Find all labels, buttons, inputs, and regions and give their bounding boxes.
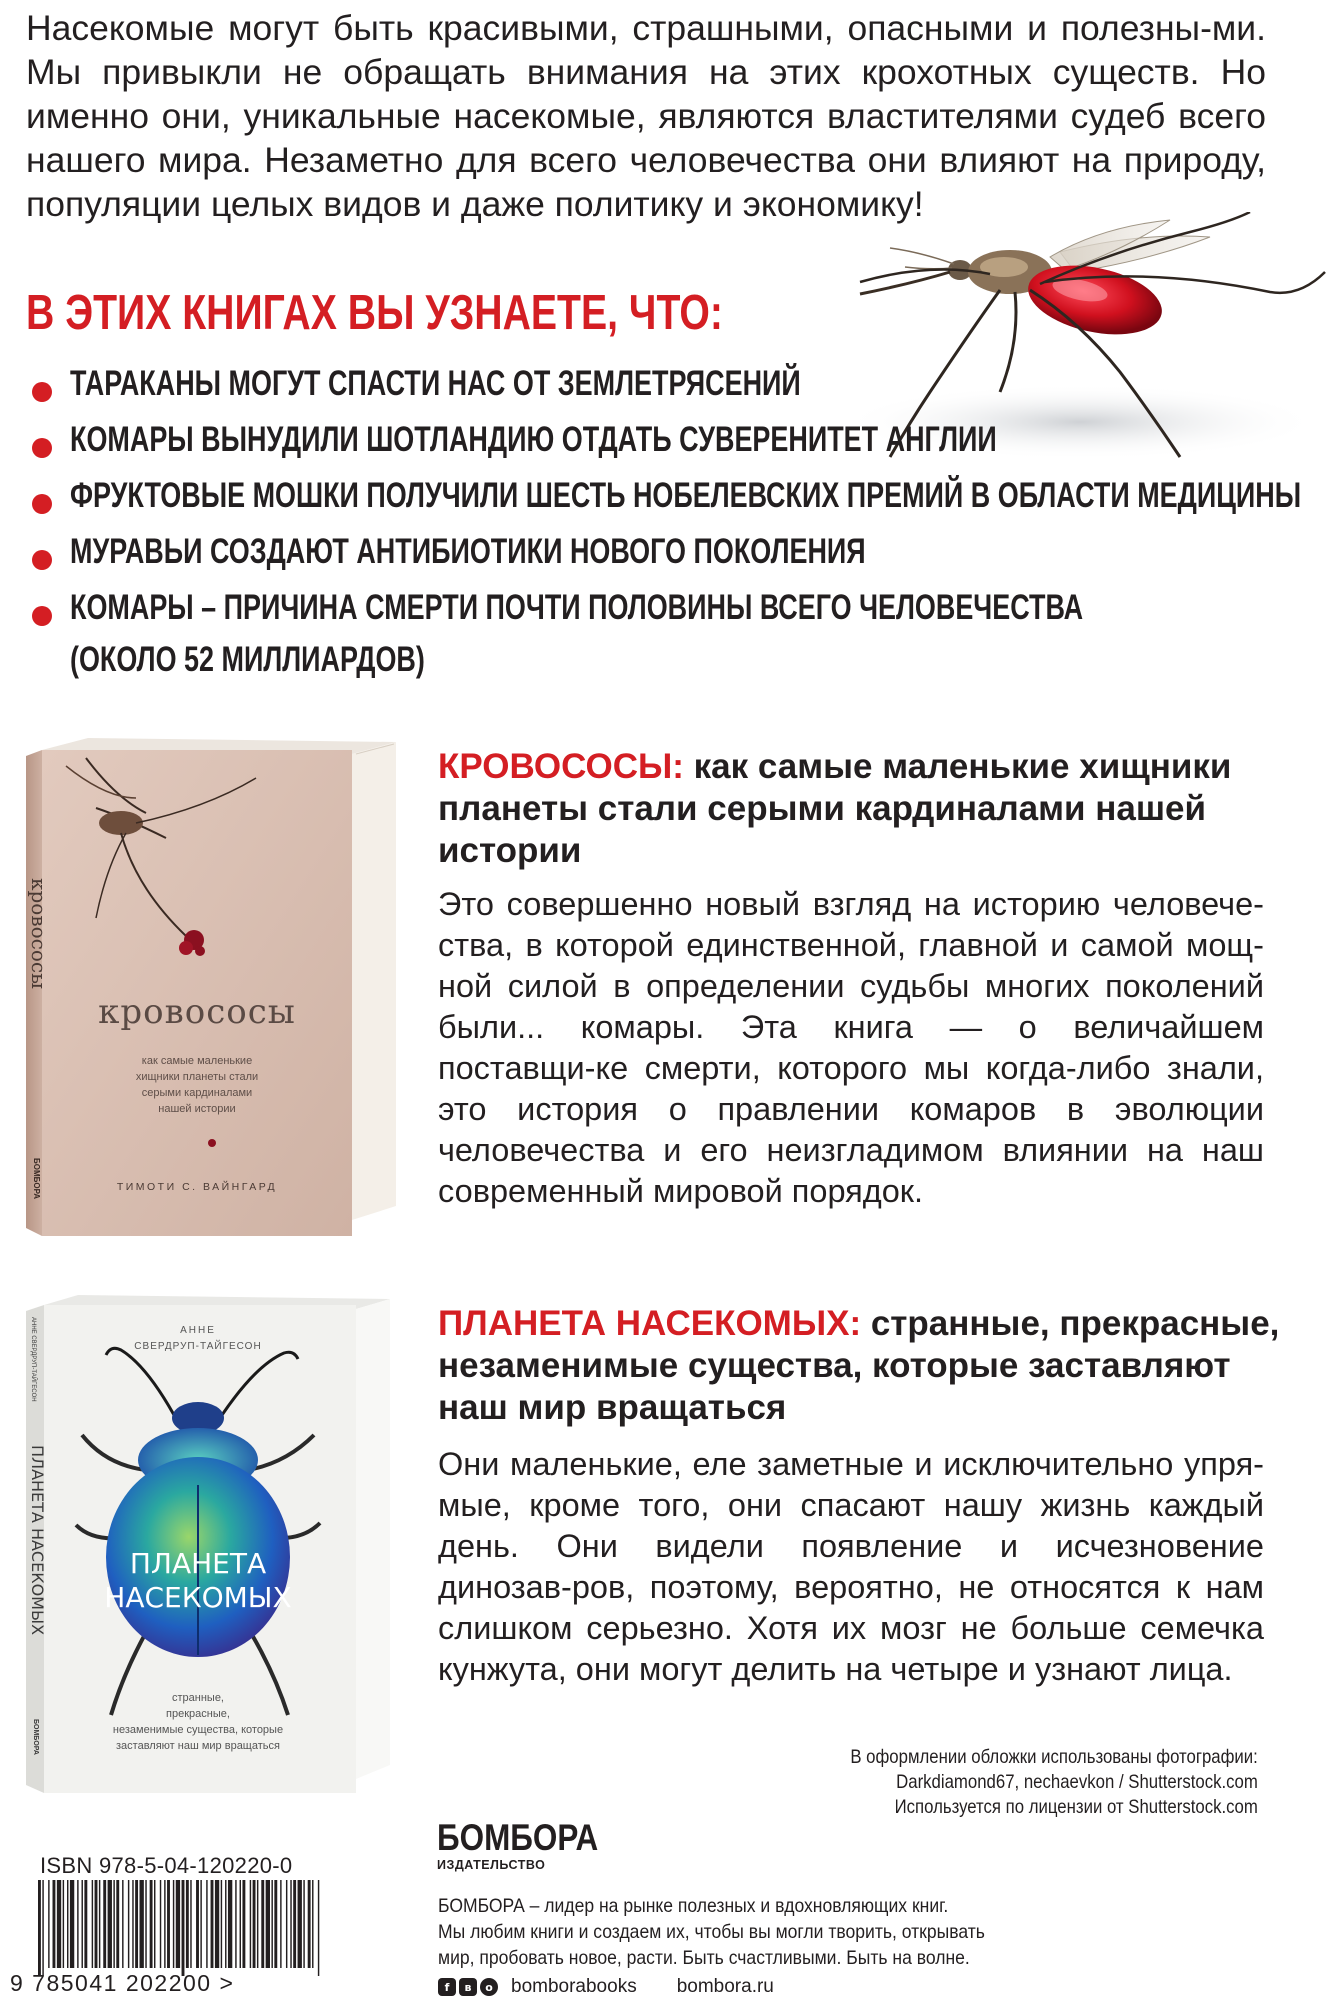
about-line: мир, пробовать новое, расти. Быть счастливыми. Быть на волне. <box>438 1947 970 1969</box>
list-item <box>26 470 1316 526</box>
barcode-bar <box>250 1880 251 1968</box>
barcode-bar <box>154 1880 155 1968</box>
barcode-bar <box>196 1880 199 1968</box>
fact-text: ТАРАКАНЫ МОГУТ СПАСТИ НАС ОТ ЗЕМЛЕТРЯСЕНИЙ <box>70 364 801 403</box>
barcode-bar <box>293 1880 296 1968</box>
cover-subtitle-line: серыми кардиналами <box>141 1087 253 1099</box>
book-cover-krovososy <box>26 738 401 1238</box>
barcode-bar <box>113 1880 114 1968</box>
odnoklassniki-icon[interactable]: o <box>480 1978 498 1996</box>
barcode-bar <box>211 1880 214 1968</box>
cover-title: кровососы <box>98 992 296 1032</box>
barcode-bar <box>128 1880 129 1968</box>
barcode-bar <box>290 1880 291 1968</box>
barcode-bar <box>308 1880 311 1968</box>
barcode-bar <box>108 1880 112 1968</box>
cover-author: ТИМОТИ С. ВАЙНГАРД <box>116 1181 278 1193</box>
cover-spine-title: ПЛАНЕТА НАСЕКОМЫХ <box>28 1445 47 1636</box>
book1-title-subtitle: как самые маленькие хищники планеты стали серыми кардиналами нашей истории <box>438 747 1232 870</box>
cover-title-line2: НАСЕКОМЫХ <box>104 1581 292 1614</box>
bullet-dot <box>32 606 52 626</box>
barcode-bar <box>82 1880 83 1968</box>
barcode-bar <box>240 1880 241 1968</box>
barcode-bar <box>135 1880 138 1968</box>
barcode-bar <box>200 1880 201 1968</box>
barcode-bar <box>176 1880 180 1968</box>
barcode-bar <box>103 1880 106 1968</box>
barcode-bar <box>257 1880 258 1968</box>
barcode-bar <box>150 1880 153 1968</box>
cover-spine-author: АННЕ СВЕРДРУП-ТАЙГЕСОН <box>30 1317 36 1402</box>
barcode-bar <box>242 1880 245 1968</box>
fact-text: ФРУКТОВЫЕ МОШКИ ПОЛУЧИЛИ ШЕСТЬ НОБЕЛЕВСКИХ ПРЕМИЙ В ОБЛАСТИ МЕДИЦИНЫ <box>70 476 1302 515</box>
fact-text: КОМАРЫ – ПРИЧИНА СМЕРТИ ПОЧТИ ПОЛОВИНЫ ВСЕГО ЧЕЛОВЕЧЕСТВА <box>70 588 1084 627</box>
barcode-bar <box>53 1880 56 1968</box>
credits-line: Используется по лицензии от Shutterstock.com <box>894 1796 1258 1818</box>
cover-subtitle-line: хищники планеты стали <box>135 1071 259 1083</box>
learn-heading: В ЭТИХ КНИГАХ ВЫ УЗНАЕТЕ, ЧТО: <box>26 286 723 340</box>
publisher-subtitle: ИЗДАТЕЛЬСТВО <box>437 1858 546 1872</box>
barcode-bar <box>67 1880 68 1968</box>
cover-spine-title: кровососы <box>27 878 51 990</box>
barcode-bar <box>164 1880 165 1968</box>
barcode-bar <box>95 1880 98 1968</box>
cover-spine-publisher: БОМБОРА <box>32 1158 41 1200</box>
barcode-bar <box>116 1880 119 1968</box>
book2-description: Они маленькие, еле заметные и исключительно упря-мые, кроме того, они спасают нашу жизнь каждый день. Они видели появление и исчезновение динозав-ров, поэтому, вероятно, не относятся к нам слишком серьезно. Хотя их мозг не больше семечка кунжута, они могут делить на четыре и узнают лица. <box>438 1446 1264 1687</box>
book1-title-name: КРОВОСОСЫ: <box>438 747 684 786</box>
barcode-bar <box>99 1880 100 1968</box>
barcode-bar <box>280 1880 281 1968</box>
credits-line: В оформлении обложки использованы фотографии: <box>850 1746 1258 1768</box>
about-line: БОМБОРА – лидер на рынке полезных и вдохновляющих книг. <box>438 1895 949 1917</box>
barcode-bar <box>206 1880 207 1968</box>
list-item <box>26 358 1316 414</box>
book2-title-name: ПЛАНЕТА НАСЕКОМЫХ: <box>438 1304 862 1343</box>
list-item <box>26 582 1316 638</box>
list-item <box>26 526 1316 582</box>
bullet-dot <box>32 550 52 570</box>
facts-list <box>26 358 1316 638</box>
fact-continuation: (ОКОЛО 52 МИЛЛИАРДОВ) <box>70 640 425 679</box>
barcode-bar <box>298 1880 302 1968</box>
book1-description: Это совершенно новый взгляд на историю человече-ства, в которой единственной, главной и самой мощ-ной силой в определении судьбы многих поколений были... комары. Эта книга — о величайшем поставщи-ке смерти, которого мы когда-либо знали, это история о правлении комаров в эволюции человечества и его неизгладимом влиянии на наш современный мировой порядок. <box>438 886 1264 1209</box>
barcode-bar <box>221 1880 222 1968</box>
barcode-bar <box>42 1880 43 1976</box>
barcode-bar <box>77 1880 78 1968</box>
barcode-digits: 9 785041 202200 > <box>10 1970 235 1996</box>
barcode-bar <box>182 1880 185 1976</box>
barcode-bar <box>225 1880 226 1968</box>
cover-subtitle-line: странные, <box>171 1692 225 1704</box>
bullet-dot <box>32 494 52 514</box>
barcode-bar <box>38 1880 41 1976</box>
barcode-bar <box>190 1880 191 1968</box>
barcode-bar <box>48 1880 49 1968</box>
fact-text: КОМАРЫ ВЫНУДИЛИ ШОТЛАНДИЮ ОТДАТЬ СУВЕРЕНИТЕТ АНГЛИИ <box>70 420 997 459</box>
barcode-bar <box>132 1880 133 1968</box>
barcode-bar <box>186 1880 189 1968</box>
book-cover-planeta-nasekomyh <box>26 1295 396 1795</box>
barcode-bar <box>235 1880 236 1968</box>
barcode-bar <box>215 1880 219 1968</box>
cover-author-line2: СВЕРДРУП-ТАЙГЕСОН <box>134 1341 262 1352</box>
barcode-bar <box>84 1880 87 1968</box>
barcode-bar <box>57 1880 61 1968</box>
cover-subtitle-line: нашей истории <box>158 1103 236 1115</box>
intro-paragraph: Насекомые могут быть красивыми, страшными, опасными и полезны-ми. Мы привыкли не обращать внимания на этих крохотных существ. Но именно они, уникальные насекомые, являются властителями судеб всего нашего мира. Незаметно для всего человечества они влияют на природу, популяции целых видов и даже политику и экономику! <box>26 8 1266 224</box>
bullet-dot <box>32 382 52 402</box>
website-link[interactable]: bombora.ru <box>676 1976 774 1997</box>
vk-icon[interactable]: в <box>459 1978 477 1996</box>
book1-title <box>438 746 1298 872</box>
photo-credits <box>784 1745 1258 1820</box>
barcode-bar <box>145 1880 146 1968</box>
isbn-text: ISBN 978-5-04-120220-0 <box>40 1853 293 1878</box>
barcode-bar <box>140 1880 144 1968</box>
barcode-bar <box>122 1880 123 1968</box>
facebook-icon[interactable]: f <box>438 1978 456 1996</box>
barcode-bar <box>318 1880 319 1976</box>
barcode <box>36 1880 322 1976</box>
barcode-bar <box>274 1880 277 1968</box>
cover-subtitle-line: прекрасные, <box>166 1708 230 1720</box>
barcode-bar <box>253 1880 256 1968</box>
social-handle[interactable]: bomborabooks <box>511 1976 637 1997</box>
bullet-dot <box>32 438 52 458</box>
about-line: Мы любим книги и создаем их, чтобы вы могли творить, открывать <box>438 1921 985 1943</box>
barcode-bar <box>266 1880 270 1968</box>
barcode-bar <box>312 1880 313 1968</box>
cover-author-line1: АННЕ <box>180 1325 216 1336</box>
list-item <box>26 414 1316 470</box>
fact-text: МУРАВЬИ СОЗДАЮТ АНТИБИОТИКИ НОВОГО ПОКОЛЕНИЯ <box>70 532 866 571</box>
cover-title-line1: ПЛАНЕТА <box>129 1547 267 1580</box>
barcode-bar <box>228 1880 232 1968</box>
barcode-bar <box>271 1880 272 1968</box>
publisher-about <box>438 1893 1198 1971</box>
barcode-bar <box>173 1880 174 1968</box>
barcode-bar <box>286 1880 287 1968</box>
barcode-bar <box>261 1880 264 1968</box>
cover-subtitle-line: заставляют наш мир вращаться <box>116 1740 280 1752</box>
credits-line: Darkdiamond67, nechaevkon / Shutterstock.com <box>896 1771 1258 1793</box>
barcode-bar <box>92 1880 93 1968</box>
publisher-logo <box>437 1818 627 1872</box>
barcode-bar <box>160 1880 161 1968</box>
book2-title <box>438 1303 1298 1429</box>
barcode-bar <box>167 1880 170 1968</box>
social-links <box>438 1976 774 1998</box>
cover-subtitle-line: незаменимые существа, которые <box>112 1724 284 1736</box>
cover-spine-publisher: БОМБОРА <box>32 1719 39 1755</box>
book2-title-subtitle: странные, прекрасные, незаменимые существа, которые заставляют наш мир вращаться <box>438 1304 1280 1427</box>
barcode-bar <box>70 1880 74 1968</box>
barcode-bar <box>63 1880 64 1968</box>
cover-subtitle-line: как самые маленькие <box>141 1055 253 1067</box>
publisher-name: БОМБОРА <box>437 1817 599 1858</box>
barcode-bar <box>303 1880 304 1968</box>
